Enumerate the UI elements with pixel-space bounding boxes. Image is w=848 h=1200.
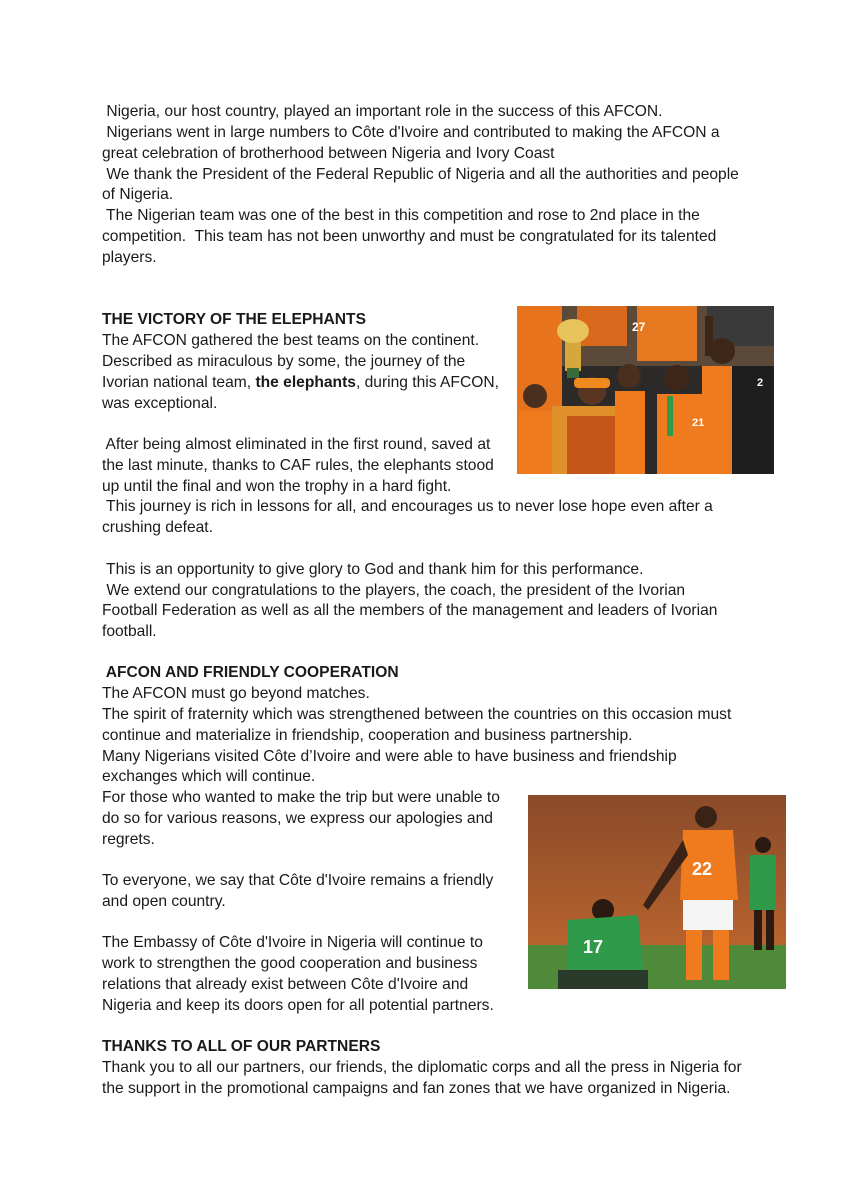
text-line: Nigeria and keep its doors open for all potential partners. xyxy=(102,997,494,1014)
text-line: The Nigerian team was one of the best in this competition and rose to 2nd place in the xyxy=(102,207,700,224)
text-line: competition. This team has not been unworthy and must be congratulated for its talented xyxy=(102,228,717,245)
text-line: was exceptional. xyxy=(102,395,218,412)
section-heading-cooperation: AFCON AND FRIENDLY COOPERATION xyxy=(102,664,399,681)
text-line: The AFCON must go beyond matches. xyxy=(102,685,370,702)
text-line: This is an opportunity to give glory to God and thank him for this performance. xyxy=(102,561,644,578)
jersey-number: 21 xyxy=(692,417,705,429)
text-line: Football Federation as well as all the members of the management and leaders of Ivorian xyxy=(102,602,718,619)
text-line: exchanges which will continue. xyxy=(102,768,316,785)
text-line: and open country. xyxy=(102,893,226,910)
text-line: Many Nigerians visited Côte d’Ivoire and were able to have business and friendship xyxy=(102,748,677,765)
section-heading-victory: THE VICTORY OF THE ELEPHANTS xyxy=(102,311,366,328)
text-line: up until the final and won the trophy in a hard fight. xyxy=(102,478,452,495)
text-line: do so for various reasons, we express our apologies and xyxy=(102,810,493,827)
text-line: work to strengthen the good cooperation and business xyxy=(102,955,478,972)
text-line: the support in the promotional campaigns and fan zones that we have organized in Nigeria. xyxy=(102,1080,731,1097)
trophy-celebration-photo xyxy=(517,306,774,474)
text-line: continue and materialize in friendship, cooperation and business partnership. xyxy=(102,727,633,744)
text-line: of Nigeria. xyxy=(102,186,174,203)
text-line: The spirit of fraternity which was strengthened between the countries on this occasion must xyxy=(102,706,732,723)
text-line: Nigeria, our host country, played an important role in the success of this AFCON. xyxy=(102,103,663,120)
text-line: Described as miraculous by some, the journey of the xyxy=(102,353,466,370)
text-line: Thank you to all our partners, our friends, the diplomatic corps and all the press in Nigeria for xyxy=(102,1059,742,1076)
text-line: The AFCON gathered the best teams on the continent. xyxy=(102,332,480,349)
jersey-number: 2 xyxy=(757,377,764,389)
text-fragment: , during this AFCON, xyxy=(355,374,499,391)
jersey-number: 22 xyxy=(692,859,713,879)
players-sportsmanship-photo xyxy=(528,795,786,989)
text-line: After being almost eliminated in the first round, saved at xyxy=(102,436,491,453)
text-line: To everyone, we say that Côte d'Ivoire remains a friendly xyxy=(102,872,494,889)
text-line: football. xyxy=(102,623,157,640)
jersey-number: 17 xyxy=(583,937,604,957)
text-line: Nigerians went in large numbers to Côte d'Ivoire and contributed to making the AFCON a xyxy=(102,124,720,141)
text-line: This journey is rich in lessons for all, and encourages us to never lose hope even after a xyxy=(102,498,713,515)
section-heading-thanks: THANKS TO ALL OF OUR PARTNERS xyxy=(102,1038,381,1055)
text-line: great celebration of brotherhood between Nigeria and Ivory Coast xyxy=(102,145,555,162)
text-line: We thank the President of the Federal Republic of Nigeria and all the authorities and people xyxy=(102,166,739,183)
text-line: We extend our congratulations to the players, the coach, the president of the Ivorian xyxy=(102,582,686,599)
bold-phrase: the elephants xyxy=(255,374,356,391)
text-line: The Embassy of Côte d'Ivoire in Nigeria will continue to xyxy=(102,934,483,951)
text-line xyxy=(102,373,499,393)
jersey-number: 27 xyxy=(632,320,646,334)
text-line: relations that already exist between Côte d'Ivoire and xyxy=(102,976,469,993)
text-line: players. xyxy=(102,249,157,266)
text-line: regrets. xyxy=(102,831,155,848)
text-fragment: Ivorian national team, xyxy=(102,374,256,391)
text-line: the last minute, thanks to CAF rules, the elephants stood xyxy=(102,457,494,474)
text-line: crushing defeat. xyxy=(102,519,213,536)
text-line: For those who wanted to make the trip but were unable to xyxy=(102,789,500,806)
